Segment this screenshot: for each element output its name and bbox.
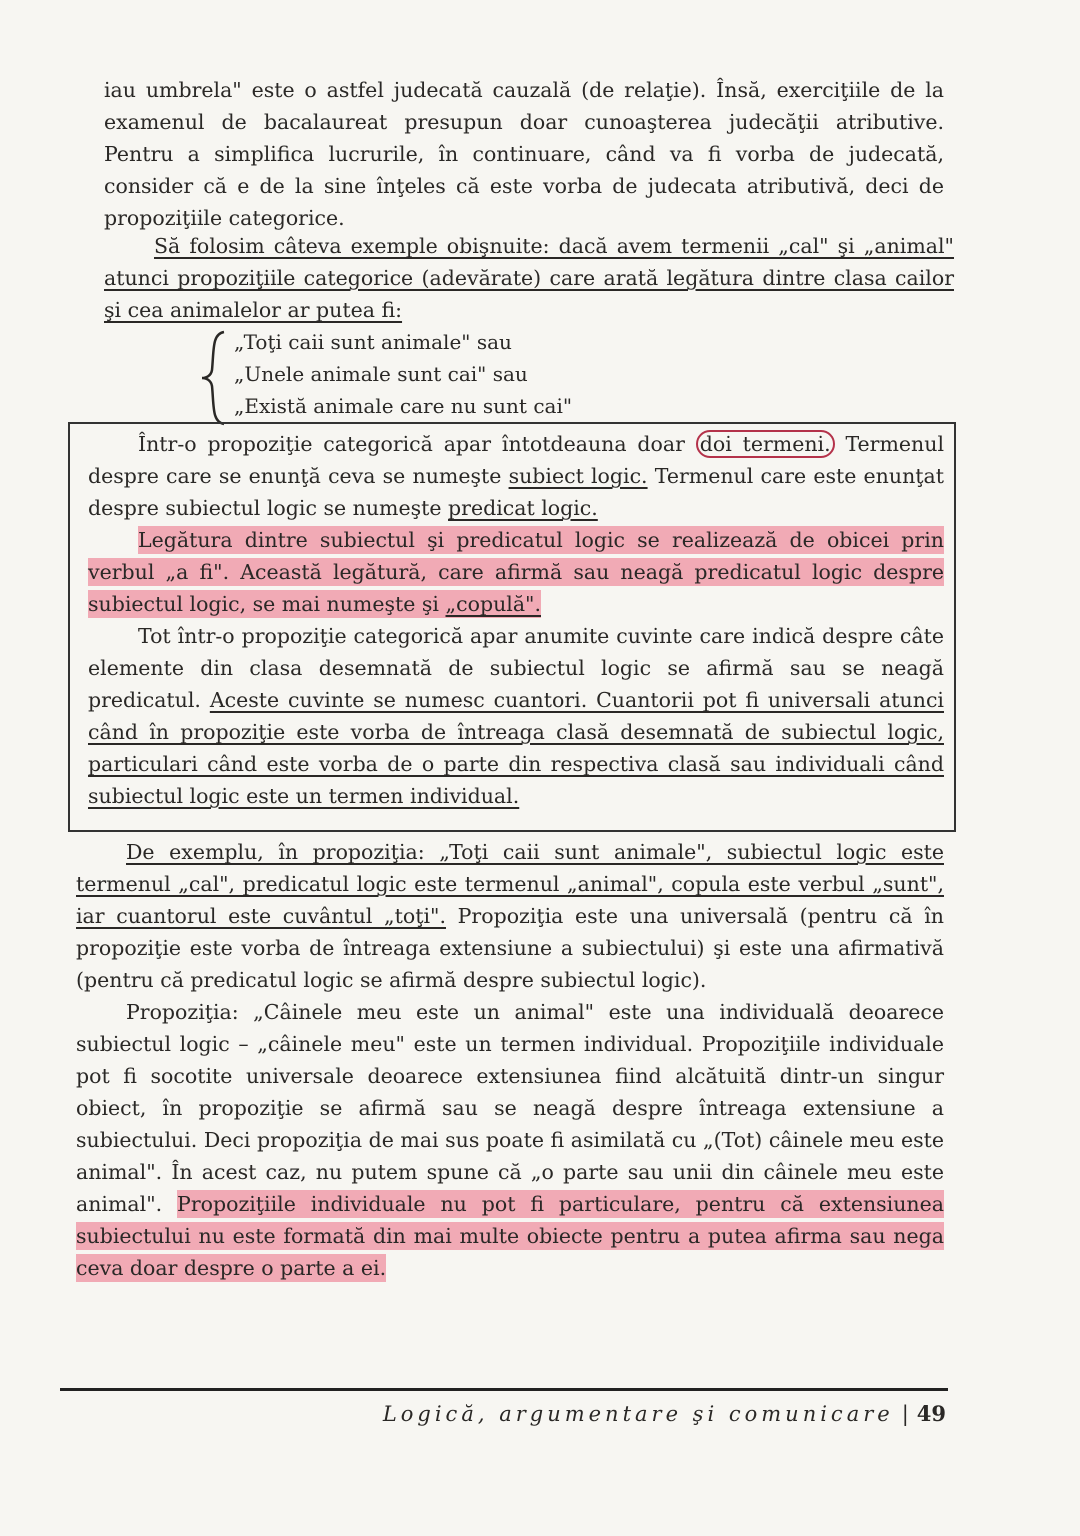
box-text: Termenul care este enunţat despre subiectul logic se numeşte [88, 464, 944, 520]
example-list [206, 326, 706, 422]
list-item: „Toţi caii sunt animale" sau [234, 330, 512, 354]
definition-box-content [88, 428, 944, 812]
underlined-text: Aceste cuvinte se numesc cuantori. Cuantorii pot fi universali atunci când în propoziţie este vorba de întreaga clasă desemnată de subiectul logic, particulari când este vorba de o parte din respectiva clasă sau individuali când subiectul logic este un termen individual. [88, 688, 944, 808]
box-text: Într-o propoziţie categorică apar întotdeauna doar [138, 432, 696, 456]
paragraph-text: Propoziţia: „Câinele meu este un animal" este una individuală deoarece subiectul logic – „câinele meu" este un termen individual. Propoziţiile individuale pot fi socotite universale deoarece extensiunea fiind alcătuită dintr-un singur obiect, în propoziţie se afirmă sau se neagă despre întreaga extensiune a subiectului. Deci propoziţia de mai sus poate fi asimilată cu „(Tot) câinele meu este animal". În acest caz, nu putem spune că „o parte sau unii din câinele meu este animal". [76, 1000, 944, 1216]
box-text: Tot într-o propoziţie categorică apar anumite cuvinte care indică despre câte elemente din clasa desemnată de subiectul logic se afirmă sau se neagă predicatul. [88, 624, 944, 712]
intro-paragraph [104, 74, 944, 234]
highlighted-text: Propoziţiile individuale nu pot fi particulare, pentru că extensiunea subiectului nu este formată din mai multe obiecte pentru a putea afirma sau nega ceva doar despre o parte a ei. [76, 1192, 944, 1280]
page-footer [380, 1398, 946, 1430]
copula-term: „copulă". [445, 592, 541, 616]
intro-text: iau umbrela" este o astfel judecată cauzală (de relaţie). Însă, exerciţiile de la examenul de bacalaureat presupun doar cunoaşterea judecăţii atributive. Pentru a simplifica lucrurile, în continuare, când va fi vorba de judecată, consider că e de la sine înţeles că este vorba de judecata atributivă, deci de propoziţiile categorice. [104, 78, 944, 230]
highlighted-text: Legătura dintre subiectul şi predicatul logic se realizează de obicei prin verbul „a fi". Această legătură, care afirmă sau neagă predicatul logic despre subiectul logic, se mai numeşte şi [88, 528, 944, 616]
predicat-logic-term: predicat logic. [448, 496, 598, 520]
box-text: Termenul despre care se enunţă ceva se numeşte [88, 432, 945, 488]
box-paragraph-copula [88, 524, 944, 620]
paragraph-text: Propoziţia este una universală (pentru că în propoziţie este vorba de întreaga extensiune a subiectului) şi este una afirmativă (pentru că predicatul logic se afirmă despre subiectul logic). [76, 904, 944, 992]
examples-intro-paragraph [104, 230, 954, 326]
after-box-paragraphs [76, 836, 944, 1284]
footer-separator: | [901, 1402, 909, 1426]
list-item: „Există animale care nu sunt cai" [234, 394, 573, 418]
page-number: 49 [916, 1401, 946, 1426]
example-paragraph [76, 836, 944, 996]
box-paragraph-terms [88, 428, 944, 524]
box-paragraph-cuantori [88, 620, 944, 812]
book-title: Logică, argumentare şi comunicare [382, 1402, 894, 1426]
list-item: „Unele animale sunt cai" sau [234, 362, 528, 386]
subiect-logic-term: subiect logic. [508, 464, 648, 488]
footer-divider [60, 1388, 948, 1391]
circled-term: doi termeni. [696, 430, 835, 458]
individual-paragraph [76, 996, 944, 1284]
underlined-text: De exemplu, în propoziţia: „Toţi caii sunt animale", subiectul logic este termenul „cal", predicatul logic este termenul „animal", copula este verbul „sunt", iar cuantorul este cuvântul „toţi". [76, 840, 944, 928]
examples-intro-text: Să folosim câteva exemple obişnuite: dacă avem termenii „cal" şi „animal" atunci propoziţiile categorice (adevărate) care arată legătura dintre clasa cailor şi cea animalelor ar putea fi: [104, 234, 954, 322]
